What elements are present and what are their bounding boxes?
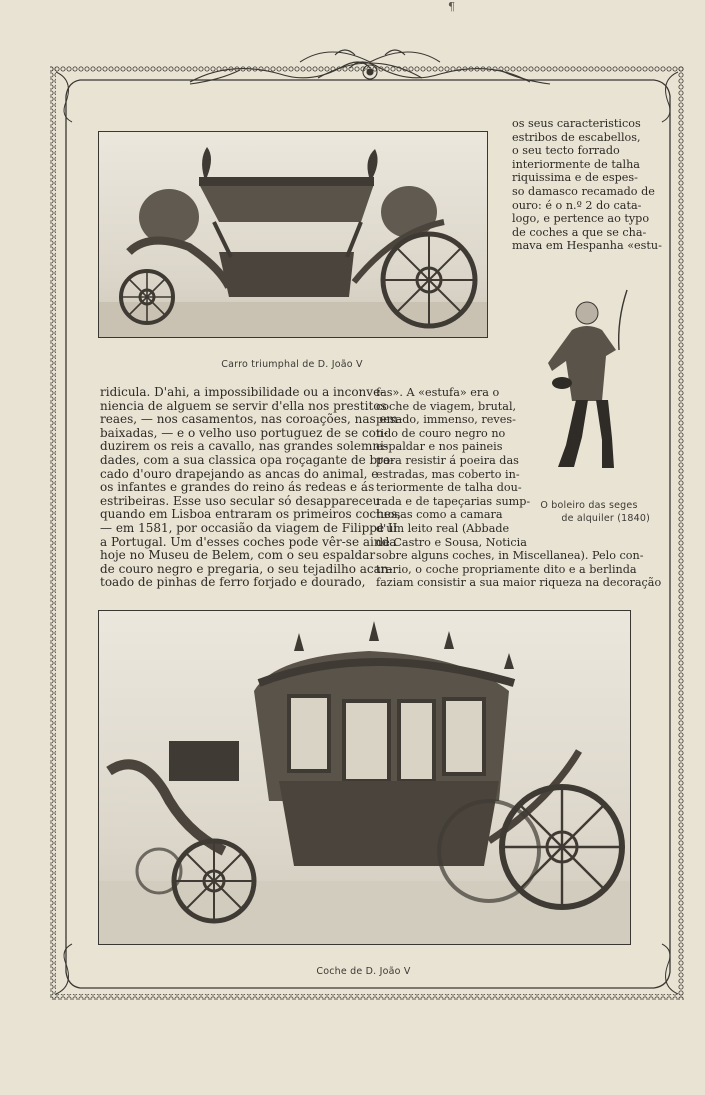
side-figure-caption [528,499,650,525]
text-line: cado d'ouro drapejando as ancas do animal, e [100,466,379,481]
text-line: tido de couro negro no [376,426,506,440]
text-line: interiormente de talha [512,157,640,171]
text-line: logo, e pertence ao typo [512,212,650,226]
left-column-text [100,385,402,590]
side-caption-line-1: O boleiro das seges [540,500,638,511]
text-line: o seu tecto forrado [512,144,620,158]
text-line: hoje no Museu de Belem, com o seu espaldar [100,548,376,563]
text-line: de Castro e Sousa, Noticia [376,535,527,549]
text-line: coche de viagem, brutal, [376,399,517,413]
text-line: toado de pinhas de ferro forjado e dourado, [100,575,366,590]
text-line: de coches a que se cha- [512,225,647,239]
text-line: para resistir á poeira das [376,453,519,467]
text-line: ouro: é o n.º 2 do cata- [512,198,642,212]
text-line: trario, o coche propriamente dito e a berlinda [376,562,637,576]
carriage-illustration [99,132,487,337]
text-line: so damasco recamado de [512,184,655,198]
text-line: teriormente de talha dou- [376,481,522,495]
text-line: reaes, — nos casamentos, nas coroações, nas em- [100,412,402,427]
text-line: de couro negro e pregaria, o seu tejadilho acan- [100,561,393,576]
text-line: tuosas como a camara [376,508,503,522]
text-line: baixadas, — e o velho uso portuguez de se con- [100,425,388,440]
coach-photo [98,610,631,945]
text-line: espaldar e nos paineis [376,440,503,454]
text-line: riquissima e de espes- [512,171,638,185]
text-line: fas». A «estufa» era o [376,386,500,399]
right-column-top-text [512,117,662,253]
text-line: estradas, mas coberto in- [376,467,520,481]
text-line: estribos de escabellos, [512,130,641,144]
coach-illustration [99,611,630,944]
bottom-image-caption: Coche de D. João V [316,966,411,977]
text-line: niencia de alguem se servir d'ella nos prestitos [100,398,387,413]
text-line: mava em Hespanha «estu- [512,239,662,253]
text-line: sobre alguns coches, in Miscellanea). Pelo con- [376,549,644,563]
text-line: os seus caracteristicos [512,117,641,130]
text-line: d'um leito real (Abbade [376,521,510,535]
coachman-illustration [532,285,642,480]
text-line: faziam consistir a sua maior riqueza na decoração [376,576,662,590]
text-line: a Portugal. Um d'esses coches pode vêr-se ainda [100,534,397,549]
text-line: estribeiras. Esse uso secular só desappareceu [100,493,381,508]
side-caption-line-2: de alquiler (1840) [561,513,650,524]
text-line: ridicula. D'ahi, a impossibilidade ou a inconve- [100,385,385,399]
text-line: os infantes e grandes do reino ás redeas e ás [100,480,375,495]
text-line: pesado, immenso, reves- [376,413,516,427]
text-line: dades, com a sua classica opa roçagante de bro- [100,452,395,467]
text-line: rada e de tapeçarias sump- [376,494,531,508]
text-line: — em 1581, por occasião da viagem de Filippe II [100,520,398,535]
page-mark: ¶ [448,0,455,13]
top-image-caption: Carro triumphal de D. João V [221,359,363,370]
triumphal-carriage-photo [98,131,488,338]
text-line: duzirem os reis a cavallo, nas grandes solemni- [100,439,388,454]
text-line: quando em Lisboa entraram os primeiros coches, [100,507,401,522]
